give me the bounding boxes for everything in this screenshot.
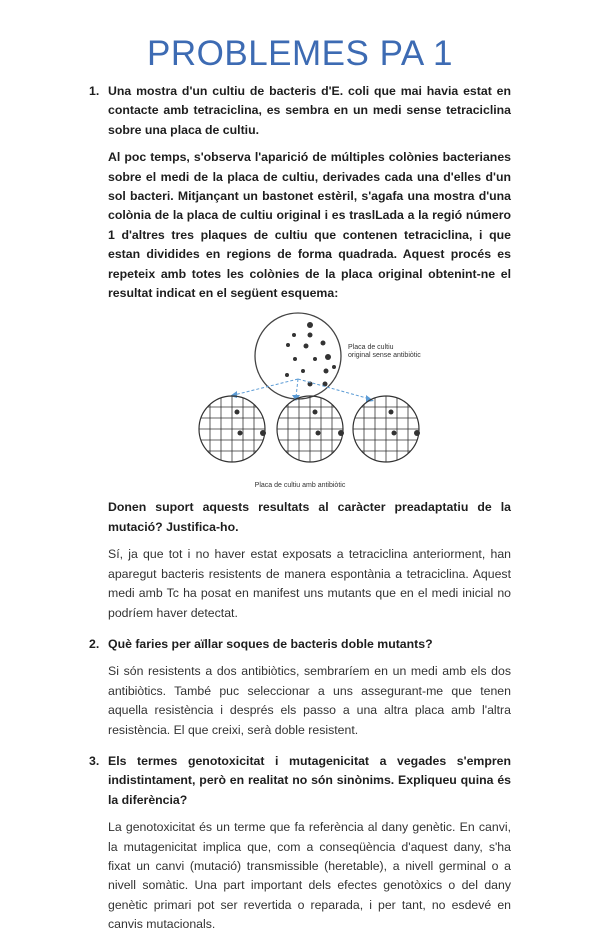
figure-label-bottom: Placa de cultiu amb antibiòtic xyxy=(254,482,346,490)
question-text: Una mostra d'un cultiu de bacteris d'E. coli que mai havia estat en contacte amb tetraciclina, es sembra en un medi sense tetraciclina sobre una placa de cultiu. xyxy=(108,84,511,137)
question-1 xyxy=(89,82,511,140)
document-body xyxy=(89,82,511,935)
question-1-paragraph-2: Al poc temps, s'observa l'aparició de múltiples colònies bacterianes sobre el medi de la placa de cultiu, derivades cada una d'elles d'un sol bacteri. Mitjançant un bastonet estèril, s'agafa una mostra d'una colònia de la placa de cultiu original i es traslLada a la regió número 1 d'altres tres plaques de cultiu que contenen tetraciclina, i que estan dividides en regions de forma quadrada. Aquest procés es repeteix amb totes les colònies de la placa original obtenint-ne el resultat indicat en el següent esquema: xyxy=(108,150,511,301)
question-text: Els termes genotoxicitat i mutagenicitat a vegades s'empren indistintament, però en realitat no són sinònims. Expliqueu quina és la diferència? xyxy=(108,753,511,807)
question-number: 3. xyxy=(89,753,100,768)
antibiotic-plates xyxy=(199,396,419,462)
answer-3: La genotoxicitat és un terme que fa referència al dany genètic. En canvi, la mutagenicitat implica que, com a conseqüència d'aquest dany, s'ha fixat un canvi (mutació) transmissible (heretable), a nivell germinal o a nivell somàtic. Una part important dels efectes genotòxics o del dany genètic primari pot ser revertida o reparada, i per tant, no esdevé en canvis mutacionals. xyxy=(108,820,511,932)
question-number: 1. xyxy=(89,84,100,98)
question-2 xyxy=(89,635,511,654)
figure-label-top: Placa de cultiu original sense antibiòtic xyxy=(348,344,421,360)
subquestion-1: Donen suport aquests resultats al caràcter preadaptatiu de la mutació? Justifica-ho. xyxy=(108,500,511,534)
question-text: Què faries per aïllar soques de bacteris doble mutants? xyxy=(108,636,433,651)
answer-2: Si són resistents a dos antibiòtics, sembraríem en un medi amb els dos antibiòtics. També puc seleccionar a uns assegurant-me que tenen aquella resistència i després els passo a una altra placa amb l'altra resistència. El que creixi, serà doble resistent. xyxy=(108,664,511,737)
answer-1: Sí, ja que tot i no haver estat exposats a tetraciclina anteriorment, han aparegut bacteris resistents de manera espontània a tetraciclina. Aquest medi amb Tc ha posat en manifest uns mutants que en el medi inicial no podríem haver detectat. xyxy=(108,547,511,620)
question-3 xyxy=(89,752,511,810)
question-number: 2. xyxy=(89,636,100,651)
page-title: PROBLEMES PA 1 xyxy=(147,34,453,73)
bacteria-plates-figure xyxy=(190,309,440,494)
